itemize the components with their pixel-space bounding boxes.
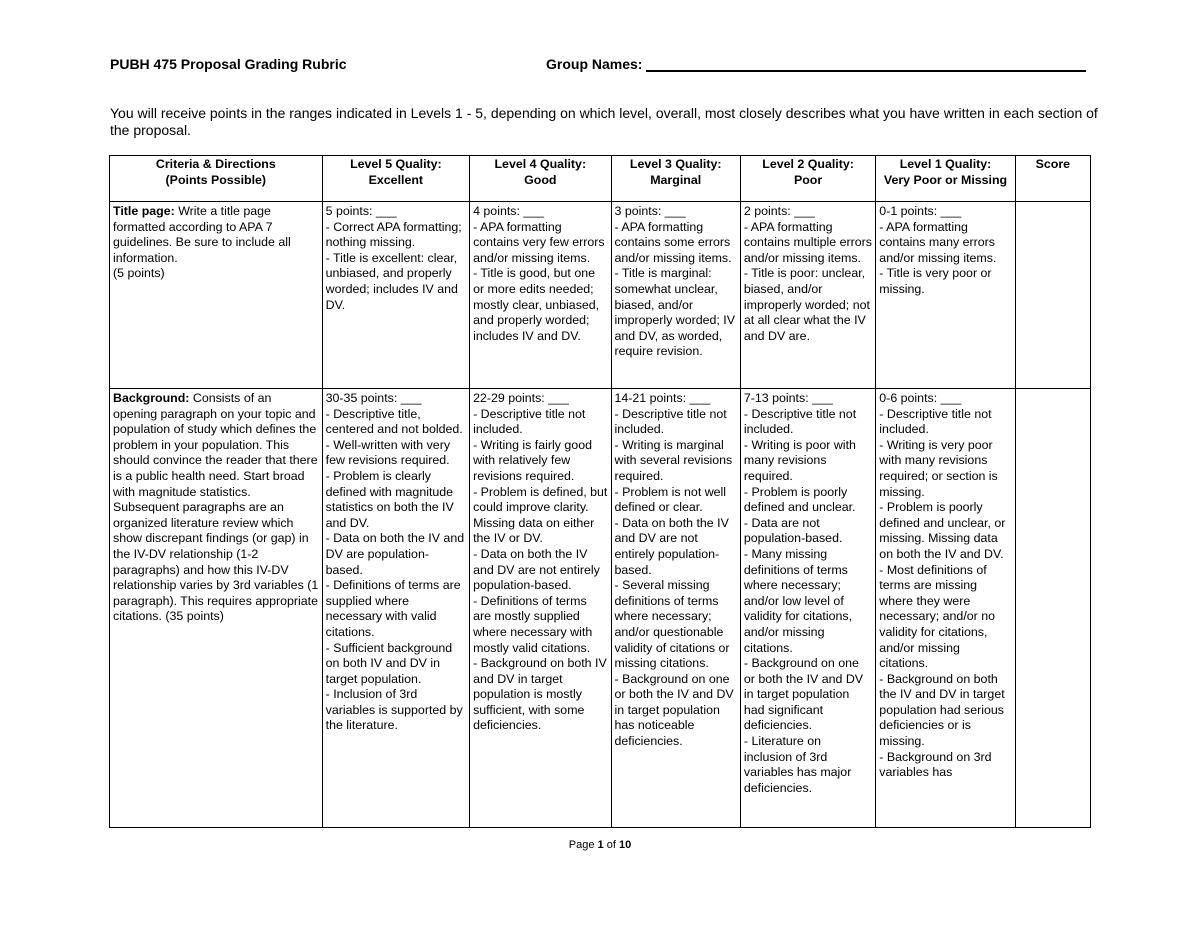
level-2-cell: 7-13 points: ___ - Descriptive title not included. - Writing is poor with many revisions required. - Problem is poorly defined and unclear. - Data are not population-based. - Many missing definitions of terms where necessary; and/or low level of validity for citations, and/or missing citations. - Background on one or both the IV and DV in target population had significant deficiencies. - Literature on inclusion of 3rd variables has major deficiencies. xyxy=(740,389,875,828)
header-score: Score xyxy=(1015,156,1090,202)
header-level-4: Level 4 Quality: Good xyxy=(470,156,611,202)
level-5-cell: 5 points: ___ - Correct APA formatting; nothing missing. - Title is excellent: clear, unbiased, and properly worded; includes IV and DV. xyxy=(322,202,469,389)
level-5-cell: 30-35 points: ___ - Descriptive title, centered and not bolded. - Well-written with very few revisions required. - Problem is clearly defined with magnitude statistics on both the IV and DV. - Data on both the IV and DV are population-based. - Definitions of terms are supplied where necessary with valid citations. - Sufficient background on both IV and DV in target population. - Inclusion of 3rd variables is supported by the literature. xyxy=(322,389,469,828)
page-of: of xyxy=(606,839,616,851)
page-prefix: Page xyxy=(568,839,595,851)
table-row-background xyxy=(110,389,1091,828)
score-cell[interactable] xyxy=(1015,202,1090,389)
rubric-title: PUBH 475 Proposal Grading Rubric xyxy=(110,56,347,72)
group-names-field xyxy=(546,56,1086,72)
table-header-row xyxy=(110,156,1091,202)
page-number: 1 xyxy=(597,839,604,851)
header-level-3: Level 3 Quality: Marginal xyxy=(611,156,740,202)
group-names-blank-line xyxy=(646,56,1086,72)
level-1-cell: 0-6 points: ___ - Descriptive title not included. - Writing is very poor with many revisions required; or section is missing. - Problem is poorly defined and unclear, or missing. Missing data on both the IV and DV. - Most definitions of terms are missing where they were necessary; and/or no validity for citations, and/or missing citations. - Background on both the IV and DV in target population had serious deficiencies or is missing. - Background on 3rd variables has xyxy=(876,389,1015,828)
header-level-2: Level 2 Quality: Poor xyxy=(740,156,875,202)
intro-paragraph: You will receive points in the ranges indicated in Levels 1 - 5, depending on which level, overall, most closely describes what you have written in each section of the proposal. xyxy=(110,105,1098,138)
level-4-cell: 4 points: ___ - APA formatting contains very few errors and/or missing items. - Title is good, but one or more edits needed; mostly clear, unbiased, and properly worded; includes IV and DV. xyxy=(470,202,611,389)
level-3-cell: 14-21 points: ___ - Descriptive title not included. - Writing is marginal with several revisions required. - Problem is not well defined or clear. - Data on both the IV and DV are not entirely population-based. - Several missing definitions of terms where necessary; and/or questionable validity of citations or missing citations. - Background on one or both the IV and DV in target population has noticeable deficiencies. xyxy=(611,389,740,828)
grading-rubric-table xyxy=(109,155,1091,828)
level-3-cell: 3 points: ___ - APA formatting contains some errors and/or missing items. - Title is marginal: somewhat unclear, biased, and/or improperly worded; IV and DV, as worded, require revision. xyxy=(611,202,740,389)
level-1-cell: 0-1 points: ___ - APA formatting contains many errors and/or missing items. - Title is very poor or missing. xyxy=(876,202,1015,389)
header-criteria: Criteria & Directions (Points Possible) xyxy=(110,156,323,202)
level-2-cell: 2 points: ___ - APA formatting contains multiple errors and/or missing items. - Title is poor: unclear, biased, and/or improperly worded; not at all clear what the IV and DV are. xyxy=(740,202,875,389)
page-total: 10 xyxy=(618,839,632,851)
table-row-title-page xyxy=(110,202,1091,389)
criteria-cell: Title page: Write a title page formatted according to APA 7 guidelines. Be sure to include all information. (5 points) xyxy=(110,202,323,389)
page-footer xyxy=(0,839,1200,851)
level-4-cell: 22-29 points: ___ - Descriptive title not included. - Writing is fairly good with relatively few revisions required. - Problem is defined, but could improve clarity. Missing data on either the IV or DV. - Data on both the IV and DV are not entirely population-based. - Definitions of terms are mostly supplied where necessary with mostly valid citations. - Background on both IV and DV in target population is mostly sufficient, with some deficiencies. xyxy=(470,389,611,828)
header-level-5: Level 5 Quality: Excellent xyxy=(322,156,469,202)
header-level-1: Level 1 Quality: Very Poor or Missing xyxy=(876,156,1015,202)
criteria-cell: Background: Consists of an opening paragraph on your topic and population of study which defines the problem in your population. This should convince the reader that there is a public health need. Start broad with magnitude statistics. Subsequent paragraphs are an organized literature review which show discrepant findings (or gap) in the IV-DV relationship (1-2 paragraphs) and how this IV-DV relationship varies by 3rd variables (1 paragraph). This requires appropriate citations. (35 points) xyxy=(110,389,323,828)
group-names-label: Group Names: xyxy=(546,56,643,72)
score-cell[interactable] xyxy=(1015,389,1090,828)
